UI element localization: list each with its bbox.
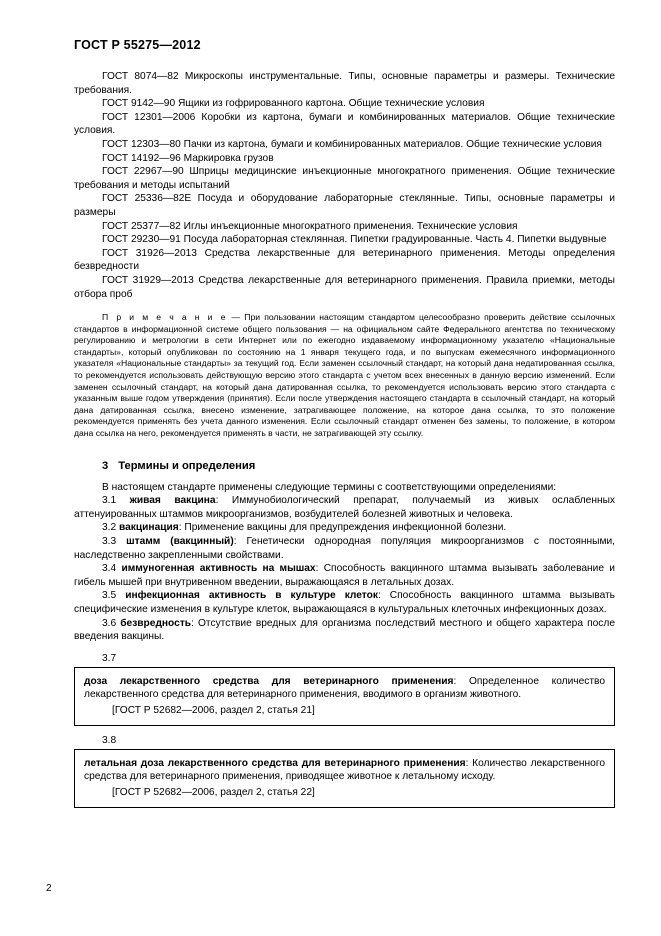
- term-item: [74, 562, 615, 589]
- definition-source: [ГОСТ Р 52682—2006, раздел 2, статья 22]: [112, 786, 315, 798]
- terms-intro: В настоящем стандарте применены следующие термины с соответствующими определениями:: [102, 481, 557, 493]
- term-definition: : Способность вакцинного штамма вызывать заболевание и гибель мышей при внутривенном введении, выражающаяся в летальных дозах.: [74, 563, 615, 588]
- term-number: 3.3: [102, 536, 127, 547]
- term-name: штамм (вакцинный): [126, 536, 234, 547]
- definition-number: 3.8: [102, 734, 117, 746]
- reference-item: ГОСТ 8074—82 Микроскопы инструментальные. Типы, основные параметры и размеры. Технические требования.: [74, 71, 615, 96]
- definition-box: [74, 749, 615, 808]
- term-definition: : Генетически однородная популяция микроорганизмов с постоянными, наследственно закрепленными свойствами.: [74, 536, 615, 561]
- note-label: П р и м е ч а н и е: [102, 312, 228, 323]
- reference-item: ГОСТ 12301—2006 Коробки из картона, бумаги и комбинированных материалов. Общие технические условия.: [74, 111, 615, 137]
- term-number: 3.6: [102, 617, 121, 629]
- definition-box: [74, 667, 615, 726]
- reference-item: ГОСТ 12303—80 Пачки из картона, бумаги и комбинированных материалов. Общие технические условия: [102, 138, 602, 150]
- term-item: [74, 589, 615, 616]
- reference-item: ГОСТ 31926—2013 Средства лекарственные для ветеринарного применения. Методы определения безвредности: [74, 247, 615, 273]
- terms-list: [74, 481, 615, 644]
- reference-item: ГОСТ 31929—2013 Средства лекарственные для ветеринарного применения. Правила приемки, методы отбора проб: [74, 274, 615, 300]
- page-number: 2: [46, 883, 52, 894]
- term-name: инфекционная активность в культуре клеток: [125, 590, 378, 602]
- term-name: вакцинация: [119, 522, 179, 534]
- term-definition: : Отсутствие вредных для организма последствий местного и общего характера после введения вакцины.: [74, 617, 615, 643]
- section-number: 3: [102, 459, 109, 472]
- term-number: 3.5: [102, 590, 126, 602]
- reference-item: ГОСТ 25336—82Е Посуда и оборудование лабораторные стеклянные. Типы, основные параметры и размеры: [74, 193, 615, 218]
- section-title-text: Термины и определения: [118, 459, 256, 472]
- note-text: — При пользовании настоящим стандартом целесообразно проверить действие ссылочных стандартов в информационной системе общего пользования — на официальном сайте Федерального агентства по техническому регулированию и метрологии в сети Интернет или по ежегодно издаваемому информационному указателю «Национальные стандарты», который опубликован по состоянию на 1 января текущего года, и по выпускам ежемесячного информационного указателя «Национальные стандарты» за текущий год. Если заменен ссылочный стандарт, на который дана недатированная ссылка, то рекомендуется использовать действующую версию этого стандарта с учетом всех внесенных в данную версию изменений. Если заменен ссылочный стандарт, на который дана датированная ссылка, то рекомендуется использовать версию этого стандарта с указанным выше годом утверждения (принятия). Если после утверждения настоящего стандарта в ссылочный стандарт, на который дана датированная ссылка, внесено изменение, затрагивающее положение, на которое дана ссылка, то это положение рекомендуется применять без учета данного изменения. Если ссылочный стандарт отменен без замены, то положение, в котором дана ссылка на него, рекомендуется применять в части, не затрагивающей эту ссылку.: [74, 312, 616, 439]
- term-item: [74, 617, 615, 644]
- reference-item: ГОСТ 9142—90 Ящики из гофрированного картона. Общие технические условия: [102, 98, 485, 110]
- term-name: безвредность: [120, 617, 192, 629]
- definition-term: летальная доза лекарственного средства для ветеринарного применения: [84, 757, 466, 769]
- term-name: иммуногенная активность на мышах: [121, 563, 316, 575]
- definition-number: 3.7: [102, 652, 117, 664]
- term-definition: : Иммунобиологический препарат, получаемый из живых ослабленных аттенуированных штаммов микроорганизмов, возбудителей болезней животных и человека.: [74, 495, 615, 520]
- reference-item: ГОСТ 22967—90 Шприцы медицинские инъекционные многократного применения. Общие технические требования и методы испытаний: [74, 166, 615, 191]
- definition-term: доза лекарственного средства для ветеринарного применения: [84, 675, 454, 687]
- definition-text: : Определенное количество лекарственного средства для ветеринарного применения, вводимого в организм животного.: [84, 675, 605, 701]
- page-header: ГОСТ Р 55275—2012: [74, 38, 201, 52]
- reference-item: ГОСТ 29230—91 Посуда лабораторная стеклянная. Пипетки градуированные. Часть 4. Пипетки выдувные: [102, 234, 607, 246]
- term-item: [74, 521, 615, 535]
- term-name: живая вакцина: [129, 495, 216, 507]
- normative-references-list: [74, 70, 615, 301]
- term-item: [74, 494, 615, 521]
- term-number: 3.1: [102, 495, 130, 507]
- definition-source: [ГОСТ Р 52682—2006, раздел 2, статья 21]: [112, 704, 315, 716]
- reference-item: ГОСТ 25377—82 Иглы инъекционные многократного применения. Технические условия: [102, 220, 518, 232]
- definition-text: : Количество лекарственного средства для ветеринарного применения, приводящее животное к летальному исходу.: [84, 757, 605, 783]
- term-number: 3.4: [102, 563, 122, 575]
- reference-item: ГОСТ 14192—96 Маркировка грузов: [102, 152, 274, 164]
- term-number: 3.2: [102, 522, 119, 534]
- term-definition: : Способность вакцинного штамма вызывать специфические изменения в культуре клеток, выражающаяся в культуральных клеточных инфекционных дозах.: [74, 590, 615, 615]
- note-block: [74, 312, 615, 440]
- note-paragraph: [74, 312, 615, 440]
- section-heading: [102, 460, 615, 472]
- term-item: [74, 535, 615, 562]
- term-definition: : Применение вакцины для предупреждения инфекционной болезни.: [178, 522, 507, 534]
